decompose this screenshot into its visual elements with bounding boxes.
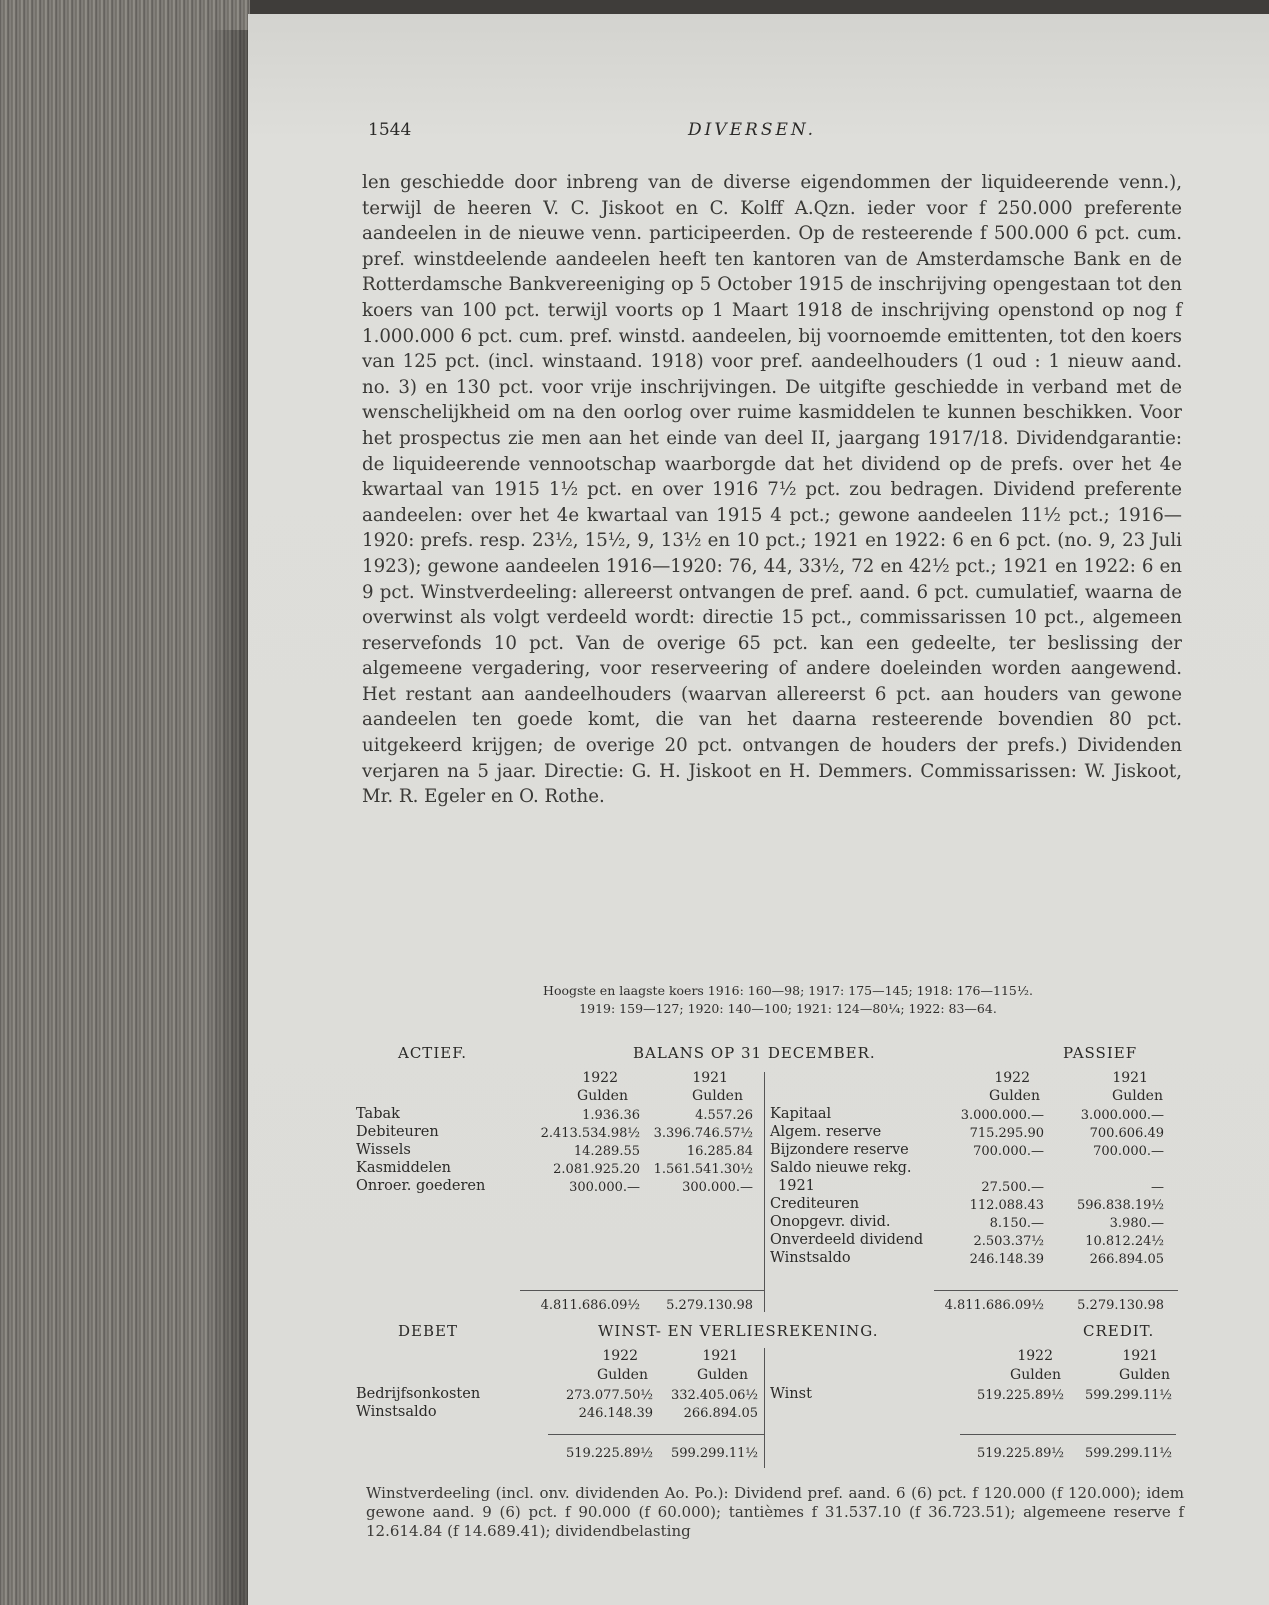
debet-total-rule	[548, 1434, 764, 1435]
credit-year-1922: 1922	[1017, 1348, 1053, 1364]
actief-label: Wissels	[356, 1142, 411, 1158]
book-edge-shadow	[200, 30, 250, 1605]
debet-value-1921: 332.405.06½	[670, 1388, 758, 1403]
passief-value-1921: 700.000.—	[1093, 1144, 1164, 1159]
credit-title: CREDIT.	[1083, 1322, 1155, 1340]
passief-value-1922: 27.500.—	[981, 1180, 1044, 1195]
debet-value-1922: 246.148.39	[578, 1406, 653, 1421]
actief-unit-1921: Gulden	[692, 1088, 743, 1104]
actief-value-1921: 3.396.746.57½	[653, 1126, 753, 1141]
passief-value-1921: 3.000.000.—	[1080, 1108, 1164, 1123]
passief-value-1922: 3.000.000.—	[960, 1108, 1044, 1123]
debet-unit-1921: Gulden	[697, 1367, 748, 1383]
credit-unit-1921: Gulden	[1119, 1367, 1170, 1383]
actief-value-1921: 4.557.26	[695, 1108, 753, 1123]
passief-value-1921: 596.838.19½	[1076, 1198, 1164, 1213]
passief-value-1922: 715.295.90	[969, 1126, 1044, 1141]
debet-total-1921: 599.299.11½	[670, 1446, 758, 1461]
body-paragraph: len geschiedde door inbreng van de diverse eigendommen der liquideerende venn.), terwijl de heeren V. C. Jiskoot en C. Kolff A.Qzn. ieder voor f 250.000 preferente aandeelen in de nieuwe venn. participeerden. Op de resteerende f 500.000 6 pct. cum. pref. winstdeelende aandeelen heeft ten kantoren van de Amsterdamsche Bank en de Rotterdamsche Bankvereeniging op 5 October 1915 de inschrijving opengestaan tot den koers van 100 pct. terwijl voorts op 1 Maart 1918 de inschrijving openstond op nog f 1.000.000 6 pct. cum. pref. winstd. aandeelen, bij voornoemde emittenten, tot den koers van 125 pct. (incl. winstaand. 1918) voor pref. aandeelhouders (1 oud : 1 nieuw aand. no. 3) en 130 pct. voor vrije inschrijvingen. De uitgifte geschiedde in verband met de wenschelijkheid om na den oorlog over ruime kasmiddelen te kunnen beschikken. Voor het prospectus zie men aan het einde van deel II, jaargang 1917/18. Dividendgarantie: de liquideerende vennootschap waarborgde dat het dividend op de prefs. over het 4e kwartaal van 1915 1½ pct. en over 1916 7½ pct. zou bedragen. Dividend preferente aandeelen: over het 4e kwartaal van 1915 4 pct.; gewone aandeelen 11½ pct.; 1916—1920: prefs. resp. 23½, 15½, 9, 13½ en 10 pct.; 1921 en 1922: 6 en 6 pct. (no. 9, 23 Juli 1923); gewone aandeelen 1916—1920: 76, 44, 33½, 72 en 42½ pct.; 1921 en 1922: 6 en 9 pct. Winstverdeeling: allereerst ontvangen de pref. aand. 6 pct. cumulatief, waarna de overwinst als volgt verdeeld wordt: directie 15 pct., commissarissen 10 pct., algemeen reservefonds 10 pct. Van de overige 65 pct. kan een gedeelte, ter beslissing der algemeene vergadering, voor reserveering of andere doeleinden worden aangewend. Het restant aan aandeelhouders (waarvan allereerst 6 pct. aan houders van gewone aandeelen ten goede komt, die van het daarna resteerende bovendien 80 pct. uitgekeerd krijgen; de overige 20 pct. ontvangen de houders der prefs.) Dividenden verjaren na 5 jaar. Directie: G. H. Jiskoot en H. Demmers. Commissarissen: W. Jiskoot, Mr. R. Egeler en O. Rothe.	[362, 172, 1182, 808]
passief-value-1922: 8.150.—	[989, 1216, 1044, 1231]
actief-value-1922: 2.081.925.20	[553, 1162, 640, 1177]
actief-total-1922: 4.811.686.09½	[540, 1298, 640, 1313]
credit-year-1921: 1921	[1122, 1348, 1158, 1364]
debet-total-1922: 519.225.89½	[565, 1446, 653, 1461]
passief-label: Bijzondere reserve	[770, 1142, 909, 1158]
passief-title: PASSIEF	[1063, 1044, 1138, 1062]
passief-unit-1922: Gulden	[989, 1088, 1040, 1104]
passief-value-1921: 266.894.05	[1089, 1252, 1164, 1267]
actief-title: ACTIEF.	[398, 1044, 468, 1062]
passief-value-1922: 112.088.43	[969, 1198, 1044, 1213]
profit-distribution-text: Winstverdeeling (incl. onv. dividenden Ao. Po.): Dividend pref. aand. 6 (6) pct. f 120.000 (f 120.000); idem gewone aand. 9 (6) pct. f 90.000 (f 60.000); tantièmes f 31.537.10 (f 36.723.51); algemeene reserve f 12.614.84 (f 14.689.41); dividendbelasting	[366, 1484, 1184, 1540]
running-head: DIVERSEN.	[688, 120, 817, 140]
credit-unit-1922: Gulden	[1010, 1367, 1061, 1383]
debet-label: Winstsaldo	[356, 1404, 437, 1420]
passief-label: Saldo nieuwe rekg.	[770, 1160, 912, 1176]
debet-unit-1922: Gulden	[597, 1367, 648, 1383]
debet-value-1921: 266.894.05	[683, 1406, 758, 1421]
actief-year-1921: 1921	[692, 1070, 728, 1086]
passief-label: 1921	[778, 1178, 815, 1194]
passief-unit-1921: Gulden	[1112, 1088, 1163, 1104]
price-quotes	[438, 982, 1138, 1018]
actief-label: Onroer. goederen	[356, 1178, 486, 1194]
debet-year-1921: 1921	[702, 1348, 738, 1364]
credit-total-1921: 599.299.11½	[1084, 1446, 1172, 1461]
body-text	[362, 170, 1182, 810]
debet-label: Bedrijfsonkosten	[356, 1386, 481, 1402]
passief-label: Crediteuren	[770, 1196, 860, 1212]
passief-value-1921: 3.980.—	[1109, 1216, 1164, 1231]
passief-year-1922: 1922	[994, 1070, 1030, 1086]
actief-value-1921: 16.285.84	[686, 1144, 753, 1159]
passief-value-1922: 700.000.—	[973, 1144, 1044, 1159]
passief-label: Winstsaldo	[770, 1250, 851, 1266]
passief-label: Onopgevr. divid.	[770, 1214, 891, 1230]
credit-value-1921: 599.299.11½	[1084, 1388, 1172, 1403]
actief-label: Debiteuren	[356, 1124, 439, 1140]
balans-center-rule	[764, 1072, 765, 1312]
actief-total-1921: 5.279.130.98	[666, 1298, 753, 1313]
actief-value-1922: 300.000.—	[569, 1180, 640, 1195]
page-number: 1544	[368, 120, 412, 140]
passief-value-1922: 2.503.37½	[973, 1234, 1044, 1249]
quotes-line-1: Hoogste en laagste koers 1916: 160—98; 1917: 175—145; 1918: 176—115½.	[543, 983, 1033, 998]
credit-total-rule	[960, 1434, 1176, 1435]
balans-title: BALANS OP 31 DECEMBER.	[633, 1044, 876, 1062]
actief-value-1921: 1.561.541.30½	[653, 1162, 753, 1177]
passief-value-1921: 10.812.24½	[1085, 1234, 1164, 1249]
passief-value-1921: 700.606.49	[1089, 1126, 1164, 1141]
quotes-line-2: 1919: 159—127; 1920: 140—100; 1921: 124—80¼; 1922: 83—64.	[579, 1001, 997, 1016]
passief-total-1921: 5.279.130.98	[1077, 1298, 1164, 1313]
actief-label: Tabak	[356, 1106, 400, 1122]
book-page	[248, 14, 1269, 1605]
actief-value-1922: 14.289.55	[573, 1144, 640, 1159]
actief-value-1922: 2.413.534.98½	[540, 1126, 640, 1141]
wv-title: WINST- EN VERLIESREKENING.	[598, 1322, 879, 1340]
actief-unit-1922: Gulden	[577, 1088, 628, 1104]
actief-value-1922: 1.936.36	[582, 1108, 640, 1123]
passief-label: Kapitaal	[770, 1106, 832, 1122]
passief-year-1921: 1921	[1112, 1070, 1148, 1086]
debet-year-1922: 1922	[602, 1348, 638, 1364]
passief-total-rule	[934, 1290, 1178, 1291]
credit-total-1922: 519.225.89½	[976, 1446, 1064, 1461]
actief-label: Kasmiddelen	[356, 1160, 452, 1176]
passief-total-1922: 4.811.686.09½	[944, 1298, 1044, 1313]
passief-label: Onverdeeld dividend	[770, 1232, 924, 1248]
credit-value-1922: 519.225.89½	[976, 1388, 1064, 1403]
passief-label: Algem. reserve	[770, 1124, 882, 1140]
actief-value-1921: 300.000.—	[682, 1180, 753, 1195]
wv-center-rule	[764, 1348, 765, 1468]
actief-total-rule	[520, 1290, 764, 1291]
actief-year-1922: 1922	[582, 1070, 618, 1086]
credit-label: Winst	[770, 1386, 812, 1402]
passief-value-1922: 246.148.39	[969, 1252, 1044, 1267]
passief-value-1921: —	[1151, 1180, 1164, 1195]
debet-value-1922: 273.077.50½	[565, 1388, 653, 1403]
debet-title: DEBET	[398, 1322, 458, 1340]
